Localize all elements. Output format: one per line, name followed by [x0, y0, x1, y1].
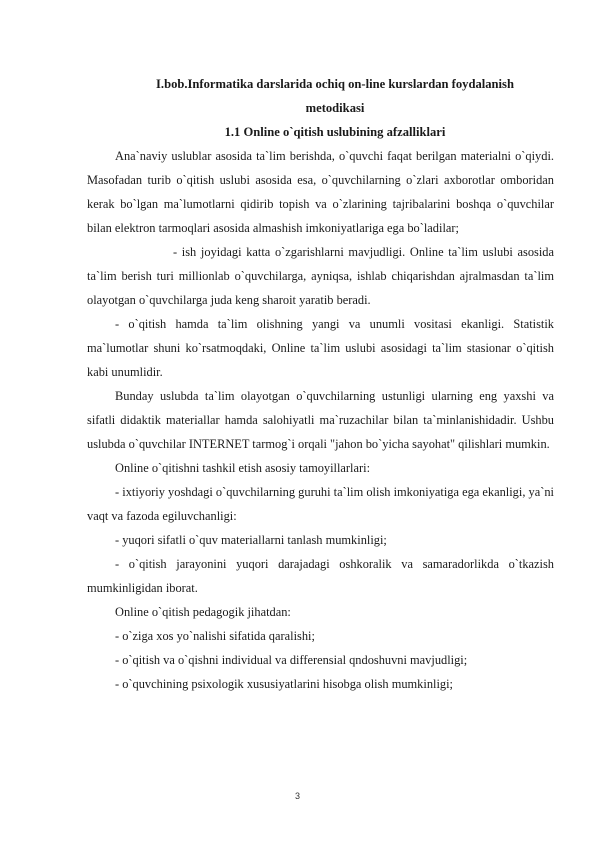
paragraph: - o`ziga xos yo`nalishi sifatida qaralishi;	[115, 629, 315, 643]
paragraph: - o`qitish jarayonini yuqori darajadagi oshkoralik va samaradorlikda o`tkazish mumkinligidan iborat.	[87, 557, 554, 595]
paragraph: - o`qitish va o`qishni individual va differensial qndoshuvni mavjudligi;	[115, 653, 468, 667]
chapter-title: I.bob.Informatika darslarida ochiq on-line kurslardan foydalanish	[156, 77, 514, 91]
body-text	[87, 144, 554, 696]
chapter-title-continued: metodikasi	[305, 101, 365, 115]
section-title: 1.1 Online o`qitish uslubining afzalliklari	[224, 125, 446, 139]
paragraph: Online o`qitishni tashkil etish asosiy tamoyillarlari:	[115, 461, 371, 475]
paragraph: Bunday uslubda ta`lim olayotgan o`quvchilarning ustunligi ularning eng yaxshi va sifatli didaktik materiallar hamda salohiyatli ma`ruzachilar bilan ta`minlanishidadir. Ushbu uslubda o`quvchilar INTERNET tarmog`i orqali "jahon bo`yicha sayohat" qilishlari mumkin.	[87, 389, 554, 451]
page-number: 3	[294, 791, 300, 801]
paragraph: - o`quvchining psixologik xususiyatlarini hisobga olish mumkinligi;	[115, 677, 453, 691]
paragraph: Online o`qitish pedagogik jihatdan:	[115, 605, 291, 619]
paragraph: - yuqori sifatli o`quv materiallarni tanlash mumkinligi;	[115, 533, 387, 547]
paragraph: - o`qitish hamda ta`lim olishning yangi va unumli vositasi ekanligi. Statistik ma`lumotlar shuni ko`rsatmoqdaki, Online ta`lim uslubi asosidagi ta`lim stasionar o`qitish kabi unumlidir.	[87, 317, 554, 379]
paragraph: - ixtiyoriy yoshdagi o`quvchilarning guruhi ta`lim olish imkoniyatiga ega ekanligi, ya`ni vaqt va fazoda egiluvchanligi:	[87, 485, 554, 523]
paragraph: - ish joyidagi katta o`zgarishlarni mavjudligi. Online ta`lim uslubi asosida ta`lim berish turi millionlab o`quvchilarga, ayniqsa, ishlab chiqarishdan ajralmasdan ta`lim olayotgan o`quvchilarga juda keng sharoit yaratib beradi.	[87, 245, 554, 307]
paragraph: Ana`naviy uslublar asosida ta`lim berishda, o`quvchi faqat berilgan materialni o`qiydi. Masofadan turib o`qitish uslubi asosida esa, o`quvchilarning o`zlari axborotlar omboridan kerak bo`lgan ma`lumotlarni qidirib topish va o`zlarining tajribalarini boshqa o`quvchilar bilan elektron tarmoqlari asosida almashish imkoniyatlariga ega bo`ladilar;	[87, 149, 554, 235]
